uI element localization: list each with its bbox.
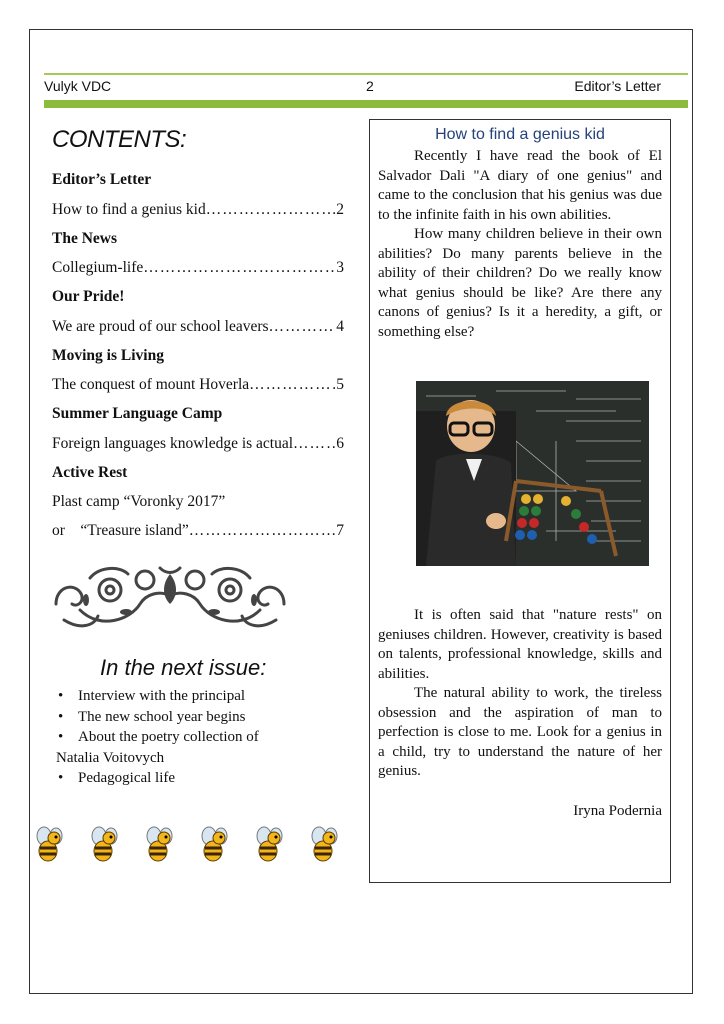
list-item: • About the poetry collection of xyxy=(56,727,346,748)
toc-entry[interactable] xyxy=(52,200,344,229)
leader-dots xyxy=(269,317,337,346)
toc-entry-title: We are proud of our school leavers xyxy=(52,317,269,335)
toc-section-heading: Editor’s Letter xyxy=(52,171,152,188)
toc-entry-title: The conquest of mount Hoverla xyxy=(52,376,250,393)
list-item: • Interview with the principal xyxy=(56,686,346,707)
toc-entry[interactable] xyxy=(52,521,344,550)
page-number: 2 xyxy=(366,78,374,94)
list-item-continuation: Natalia Voitovych xyxy=(56,749,165,766)
header-bar xyxy=(44,100,688,108)
bee-icon xyxy=(250,824,286,864)
toc-entry[interactable] xyxy=(52,434,344,463)
flourish-ornament-icon xyxy=(50,560,290,634)
toc-entry-title: or “Treasure island” xyxy=(52,522,189,539)
section-name: Editor’s Letter xyxy=(574,78,661,94)
list-item: • Pedagogical life xyxy=(56,768,346,789)
toc-entry[interactable] xyxy=(52,375,344,404)
contents-title: CONTENTS: xyxy=(52,126,187,153)
toc-entry-title: Foreign languages knowledge is actual xyxy=(52,434,294,452)
toc-section-heading: Summer Language Camp xyxy=(52,405,223,422)
bee-icon xyxy=(195,824,231,864)
article-body-bottom xyxy=(378,606,662,782)
leader-dots xyxy=(189,521,337,550)
article-paragraph: Recently I have read the book of El Salvador Dali "A diary of one genius" and came to the conclusion that his genius was due to the infinite faith in his own abilities. xyxy=(378,148,662,223)
toc-entry[interactable] xyxy=(52,258,344,287)
next-issue-title: In the next issue: xyxy=(100,655,267,680)
toc-section-heading: The News xyxy=(52,229,118,247)
toc-entry-page: 2 xyxy=(336,200,344,218)
magazine-name: Vulyk VDC xyxy=(44,78,112,94)
article-paragraph: It is often said that "nature rests" on geniuses children. However, creativity is based on talents, professional knowledge, skills and abilities. xyxy=(378,607,662,682)
toc-section-heading: Our Pride! xyxy=(52,288,125,305)
leader-dots xyxy=(143,258,336,287)
toc-entry-title: Collegium-life xyxy=(52,259,144,276)
author-signature: Iryna Podernia xyxy=(573,803,662,819)
bee-icon xyxy=(85,824,121,864)
toc-entry-page: 4 xyxy=(336,317,344,335)
list-item: • The new school year begins xyxy=(56,707,346,728)
toc-entry-title: How to find a genius kid xyxy=(52,200,206,218)
bee-icon xyxy=(140,824,176,864)
bee-icon xyxy=(305,824,341,864)
leader-dots xyxy=(206,200,337,229)
boy-with-abacus-photo xyxy=(416,381,649,566)
next-issue-list xyxy=(56,686,346,789)
leader-dots xyxy=(249,375,336,404)
bee-icon xyxy=(30,824,66,864)
toc-entry-page: 3 xyxy=(336,259,344,276)
toc-entry[interactable] xyxy=(52,317,344,346)
toc-entry-page: 6 xyxy=(336,434,344,452)
toc-entry-title: Plast camp “Voronky 2017” xyxy=(52,493,226,510)
header-rule xyxy=(44,73,688,75)
toc-section-heading: Moving is Living xyxy=(52,346,164,364)
bee-border xyxy=(30,824,350,864)
article-body-top xyxy=(378,147,662,342)
toc-section-heading: Active Rest xyxy=(52,463,128,481)
table-of-contents xyxy=(52,170,344,550)
leader-dots xyxy=(293,434,336,463)
toc-entry[interactable] xyxy=(52,492,344,521)
toc-entry-page: 7 xyxy=(336,522,344,539)
article-paragraph: How many children believe in their own abilities? Do many parents believe in the ability of their children? Do we really know what genius should be like? Are there any canons of genius? Is it a heredity, a gift, or something else? xyxy=(378,226,662,340)
article-title: How to find a genius kid xyxy=(435,126,605,143)
article-paragraph: The natural ability to work, the tireless obsession and the aspiration of man to perfection is close to me. Look for a genius in a child, try to understand the nature of her genius. xyxy=(378,685,662,779)
toc-entry-page: 5 xyxy=(336,376,344,393)
